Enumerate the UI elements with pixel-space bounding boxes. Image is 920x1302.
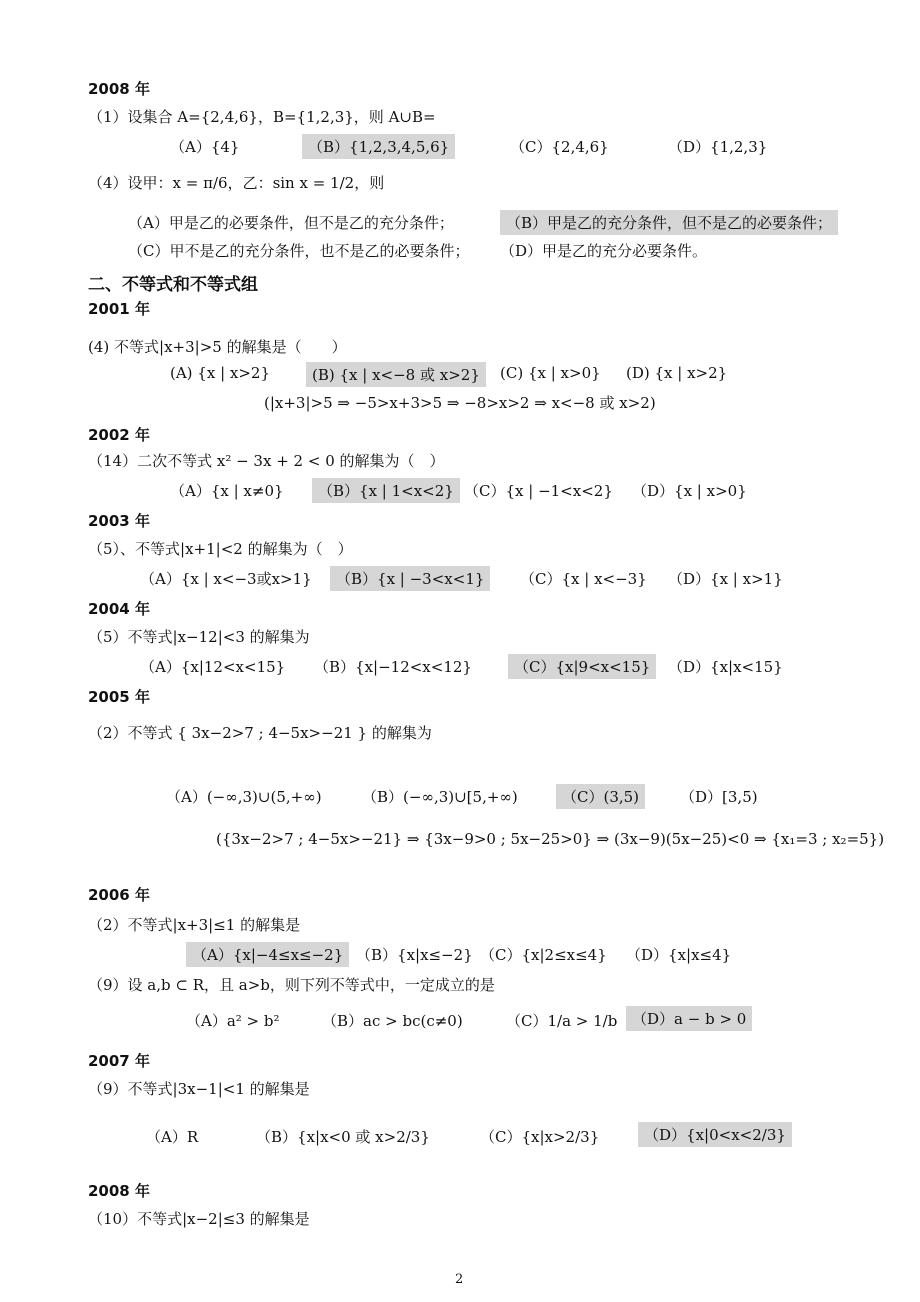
highlighted-answer: （B）甲是乙的充分条件，但不是乙的必要条件；	[500, 210, 838, 235]
text-line: （D）{1,2,3}	[668, 138, 768, 156]
text-line: （B）{x|x<0 或 x>2/3}	[256, 1128, 430, 1146]
highlighted-answer: （C）(3,5)	[556, 784, 645, 809]
text-line: （2）不等式|x+3|≤1 的解集是	[88, 916, 301, 934]
text-line: (D) {x | x>2}	[626, 364, 728, 382]
text-line: （C）{x|2≤x≤4}	[480, 946, 607, 964]
text-line: （D）{x | x>0}	[632, 482, 747, 500]
text-line: （A）(−∞,3)∪(5,+∞)	[166, 788, 322, 806]
year-heading: 2001 年	[88, 300, 150, 318]
year-heading: 2004 年	[88, 600, 150, 618]
text-line: (4) 不等式|x+3|>5 的解集是（ ）	[88, 338, 347, 356]
year-heading: 2006 年	[88, 886, 150, 904]
year-heading: 2008 年	[88, 1182, 150, 1200]
highlighted-answer: （D）a − b > 0	[626, 1006, 752, 1031]
text-line: (A) {x | x>2}	[170, 364, 271, 382]
year-heading: 2008 年	[88, 80, 150, 98]
text-line: （C）{2,4,6}	[510, 138, 609, 156]
text-line: （C）{x|x>2/3}	[480, 1128, 600, 1146]
highlighted-answer: （D）{x|0<x<2/3}	[638, 1122, 792, 1147]
year-heading: 2007 年	[88, 1052, 150, 1070]
text-line: （D）[3,5)	[680, 788, 758, 806]
text-line: （10）不等式|x−2|≤3 的解集是	[88, 1210, 310, 1228]
text-line: （5）不等式|x−12|<3 的解集为	[88, 628, 310, 646]
text-line: （B）{x|−12<x<12}	[314, 658, 472, 676]
text-line: （A）{4}	[170, 138, 240, 156]
text-line: (|x+3|>5 ⇒ −5>x+3>5 ⇒ −8>x>2 ⇒ x<−8 或 x>2)	[264, 394, 656, 412]
text-line: （C）{x | x<−3}	[520, 570, 647, 588]
text-line: （5）、不等式|x+1|<2 的解集为（ ）	[88, 540, 353, 558]
text-line: （A）R	[146, 1128, 199, 1146]
year-heading: 2003 年	[88, 512, 150, 530]
text-line: （9）不等式|3x−1|<1 的解集是	[88, 1080, 310, 1098]
text-line: （C）{x | −1<x<2}	[464, 482, 613, 500]
section-heading: 二、不等式和不等式组	[88, 275, 258, 295]
text-line: （A）{x|12<x<15}	[140, 658, 286, 676]
text-line: （C）1/a > 1/b	[506, 1012, 618, 1030]
year-heading: 2005 年	[88, 688, 150, 706]
text-line: （4）设甲：x = π/6，乙：sin x = 1/2，则	[88, 174, 385, 192]
text-line: （B）(−∞,3)∪[5,+∞)	[362, 788, 518, 806]
text-line: （A）{x | x<−3或x>1}	[140, 570, 312, 588]
text-line: （B）{x|x≤−2}	[356, 946, 473, 964]
text-line: (C) {x | x>0}	[500, 364, 601, 382]
text-line: （1）设集合 A={2,4,6}，B={1,2,3}，则 A∪B=	[88, 108, 436, 126]
text-line: （D）{x | x>1}	[668, 570, 783, 588]
year-heading: 2002 年	[88, 426, 150, 444]
text-line: （C）甲不是乙的充分条件，也不是乙的必要条件；	[128, 242, 470, 260]
text-line: （2）不等式 { 3x−2>7 ; 4−5x>−21 } 的解集为	[88, 724, 432, 742]
page-number: 2	[455, 1272, 464, 1287]
highlighted-answer: （C）{x|9<x<15}	[508, 654, 656, 679]
text-line: （B）ac > bc(c≠0)	[322, 1012, 463, 1030]
text-line: （A）甲是乙的必要条件，但不是乙的充分条件；	[128, 214, 454, 232]
highlighted-answer: （B）{x | 1<x<2}	[312, 478, 460, 503]
text-line: （14）二次不等式 x² − 3x + 2 < 0 的解集为（ ）	[88, 452, 445, 470]
highlighted-answer: （A）{x|−4≤x≤−2}	[186, 942, 349, 967]
text-line: （A）{x | x≠0}	[170, 482, 284, 500]
highlighted-answer: （B）{1,2,3,4,5,6}	[302, 134, 455, 159]
text-line: ({3x−2>7 ; 4−5x>−21} ⇒ {3x−9>0 ; 5x−25>0} ⇒ (3x−9)(5x−25)<0 ⇒ {x₁=3 ; x₂=5})	[216, 830, 885, 848]
highlighted-answer: （B）{x | −3<x<1}	[330, 566, 490, 591]
highlighted-answer: (B) {x | x<−8 或 x>2}	[306, 362, 486, 387]
text-line: （9）设 a,b ⊂ R，且 a>b，则下列不等式中，一定成立的是	[88, 976, 495, 994]
text-line: （D）甲是乙的充分必要条件。	[500, 242, 708, 260]
text-line: （D）{x|x<15}	[668, 658, 783, 676]
text-line: （D）{x|x≤4}	[626, 946, 732, 964]
text-line: （A）a² > b²	[186, 1012, 280, 1030]
